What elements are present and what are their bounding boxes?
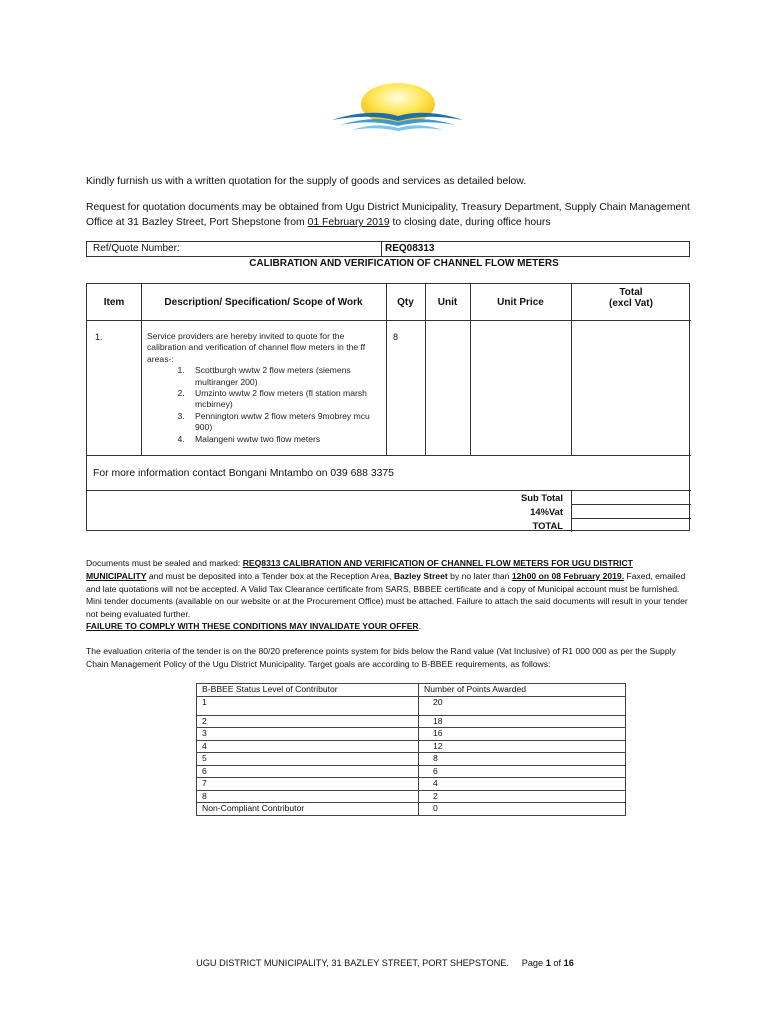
table-row [197, 765, 626, 778]
bbbee-table [196, 683, 626, 816]
header-total-label: Total [619, 287, 643, 298]
table-cell: 6 [197, 765, 419, 778]
location-list [147, 365, 383, 445]
docs-text-4: Faxed, emailed and late quotations will not be accepted. A Valid Tax Clearance certificate from SARS, BBBEE certificate and a copy of Municipal account must be furnished. Mini tender documents (available on our website or at the Procurement Office) must be attached. Failure to attach the said documents will result in your tender not being evaluated further. [86, 570, 688, 620]
row-item-number: 1. [95, 332, 103, 342]
header-unit: Unit [437, 297, 458, 308]
request-text-pre: Request for quotation documents may be obtained from Ugu District Municipality, Treasury Department, Supply Chain Management Office at 31 Bazley Street, Port Shepstone from [86, 202, 690, 228]
table-row [197, 740, 626, 753]
table-cell: 0 [419, 803, 626, 816]
table-row [197, 753, 626, 766]
table-row [197, 715, 626, 728]
contact-text: For more information contact Bongani Mntambo on 039 688 3375 [93, 468, 394, 479]
total-label: TOTAL [532, 520, 563, 531]
table-row [197, 790, 626, 803]
tender-title: CALIBRATION AND VERIFICATION OF CHANNEL FLOW METERS [249, 258, 559, 269]
footer-page-word: Page [521, 958, 544, 968]
table-cell: 6 [419, 765, 626, 778]
list-item: 2. Umzinto wwtw 2 flow meters (fl station marsh mcbirney) [187, 388, 383, 411]
table-cell: 7 [197, 778, 419, 791]
list-item: 1. Scottburgh wwtw 2 flow meters (siemens multiranger 200) [187, 365, 383, 388]
table-cell: Non-Compliant Contributor [197, 803, 419, 816]
totals-labels [521, 491, 563, 533]
table-cell: 18 [419, 715, 626, 728]
request-date: 01 February 2019 [307, 217, 390, 228]
ref-label: Ref/Quote Number: [93, 243, 180, 254]
table-cell: 16 [419, 728, 626, 741]
docs-text-2: and must be deposited into a Tender box at the Reception Area, [146, 570, 394, 581]
row-qty: 8 [393, 332, 399, 342]
failure-warning [86, 620, 421, 633]
vat-label: 14%Vat [530, 506, 563, 517]
failure-warning-end: . [418, 621, 422, 631]
table-cell: 8 [419, 753, 626, 766]
table-cell: 4 [197, 740, 419, 753]
table-cell: 12 [419, 740, 626, 753]
header-qty: Qty [397, 297, 414, 308]
failure-warning-text: FAILURE TO COMPLY WITH THESE CONDITIONS MAY INVALIDATE YOUR OFFER [86, 621, 419, 631]
evaluation-criteria: The evaluation criteria of the tender is on the 80/20 preference points system for bids below the Rand value (Vat Inclusive) of R1 000 000 as per the Supply Chain Management Policy of the Ugu District Municipality. Target goals are according to B-BBEE requirements, as follows: [86, 646, 676, 669]
list-item: 3. Pennington wwtw 2 flow meters 9mobrey mcu 900) [187, 411, 383, 434]
subtotal-label: Sub Total [520, 492, 563, 503]
page-footer [0, 958, 770, 968]
request-text-post: to closing date, during office hours [389, 217, 551, 228]
table-header-cell: B-BBEE Status Level of Contributor [197, 684, 419, 697]
header-total-sub: (excl Vat) [609, 298, 653, 309]
table-row [197, 696, 626, 715]
documents-instructions [86, 557, 692, 621]
table-cell: 5 [197, 753, 419, 766]
table-cell: 20 [419, 696, 626, 715]
docs-text-1: Documents must be sealed and marked: [86, 558, 243, 568]
table-header-cell: Number of Points Awarded [419, 684, 626, 697]
docs-location: Bazley Street [393, 570, 448, 581]
row-description [147, 331, 383, 445]
footer-page-number: 1 [545, 958, 551, 968]
row-description-intro: Service providers are hereby invited to quote for the calibration and verification of channel flow meters in the ff areas-: [147, 331, 366, 364]
docs-text-3: by no later than [447, 570, 512, 581]
header-unit-price: Unit Price [497, 297, 544, 308]
ref-value: REQ08313 [385, 243, 435, 254]
footer-page-total: 16 [563, 958, 574, 968]
table-row [197, 684, 626, 697]
docs-deadline: 12h00 on 08 February 2019. [511, 570, 625, 581]
table-cell: 1 [197, 696, 419, 715]
table-cell: 4 [419, 778, 626, 791]
table-row [197, 728, 626, 741]
footer-address: UGU DISTRICT MUNICIPALITY, 31 BAZLEY STREET, PORT SHEPSTONE. [196, 958, 509, 968]
request-text [86, 200, 696, 230]
header-item: Item [103, 297, 125, 308]
table-row [197, 778, 626, 791]
header-total [571, 287, 691, 309]
footer-of-word: of [553, 958, 562, 968]
intro-text: Kindly furnish us with a written quotation for the supply of goods and services as detailed below. [86, 176, 527, 187]
ref-quote-box [86, 241, 690, 257]
quotation-table [86, 283, 690, 531]
header-description: Description/ Specification/ Scope of Work [164, 297, 363, 308]
table-cell: 2 [197, 715, 419, 728]
municipality-logo [330, 80, 465, 140]
list-item: 4. Malangeni wwtw two flow meters [187, 434, 383, 445]
table-cell: 2 [419, 790, 626, 803]
table-cell: 8 [197, 790, 419, 803]
docs-marking: REQ8313 CALIBRATION AND VERIFICATION OF CHANNEL FLOW METERS FOR UGU DISTRICT MUNICIPALITY [86, 558, 633, 581]
table-row [197, 803, 626, 816]
table-cell: 3 [197, 728, 419, 741]
